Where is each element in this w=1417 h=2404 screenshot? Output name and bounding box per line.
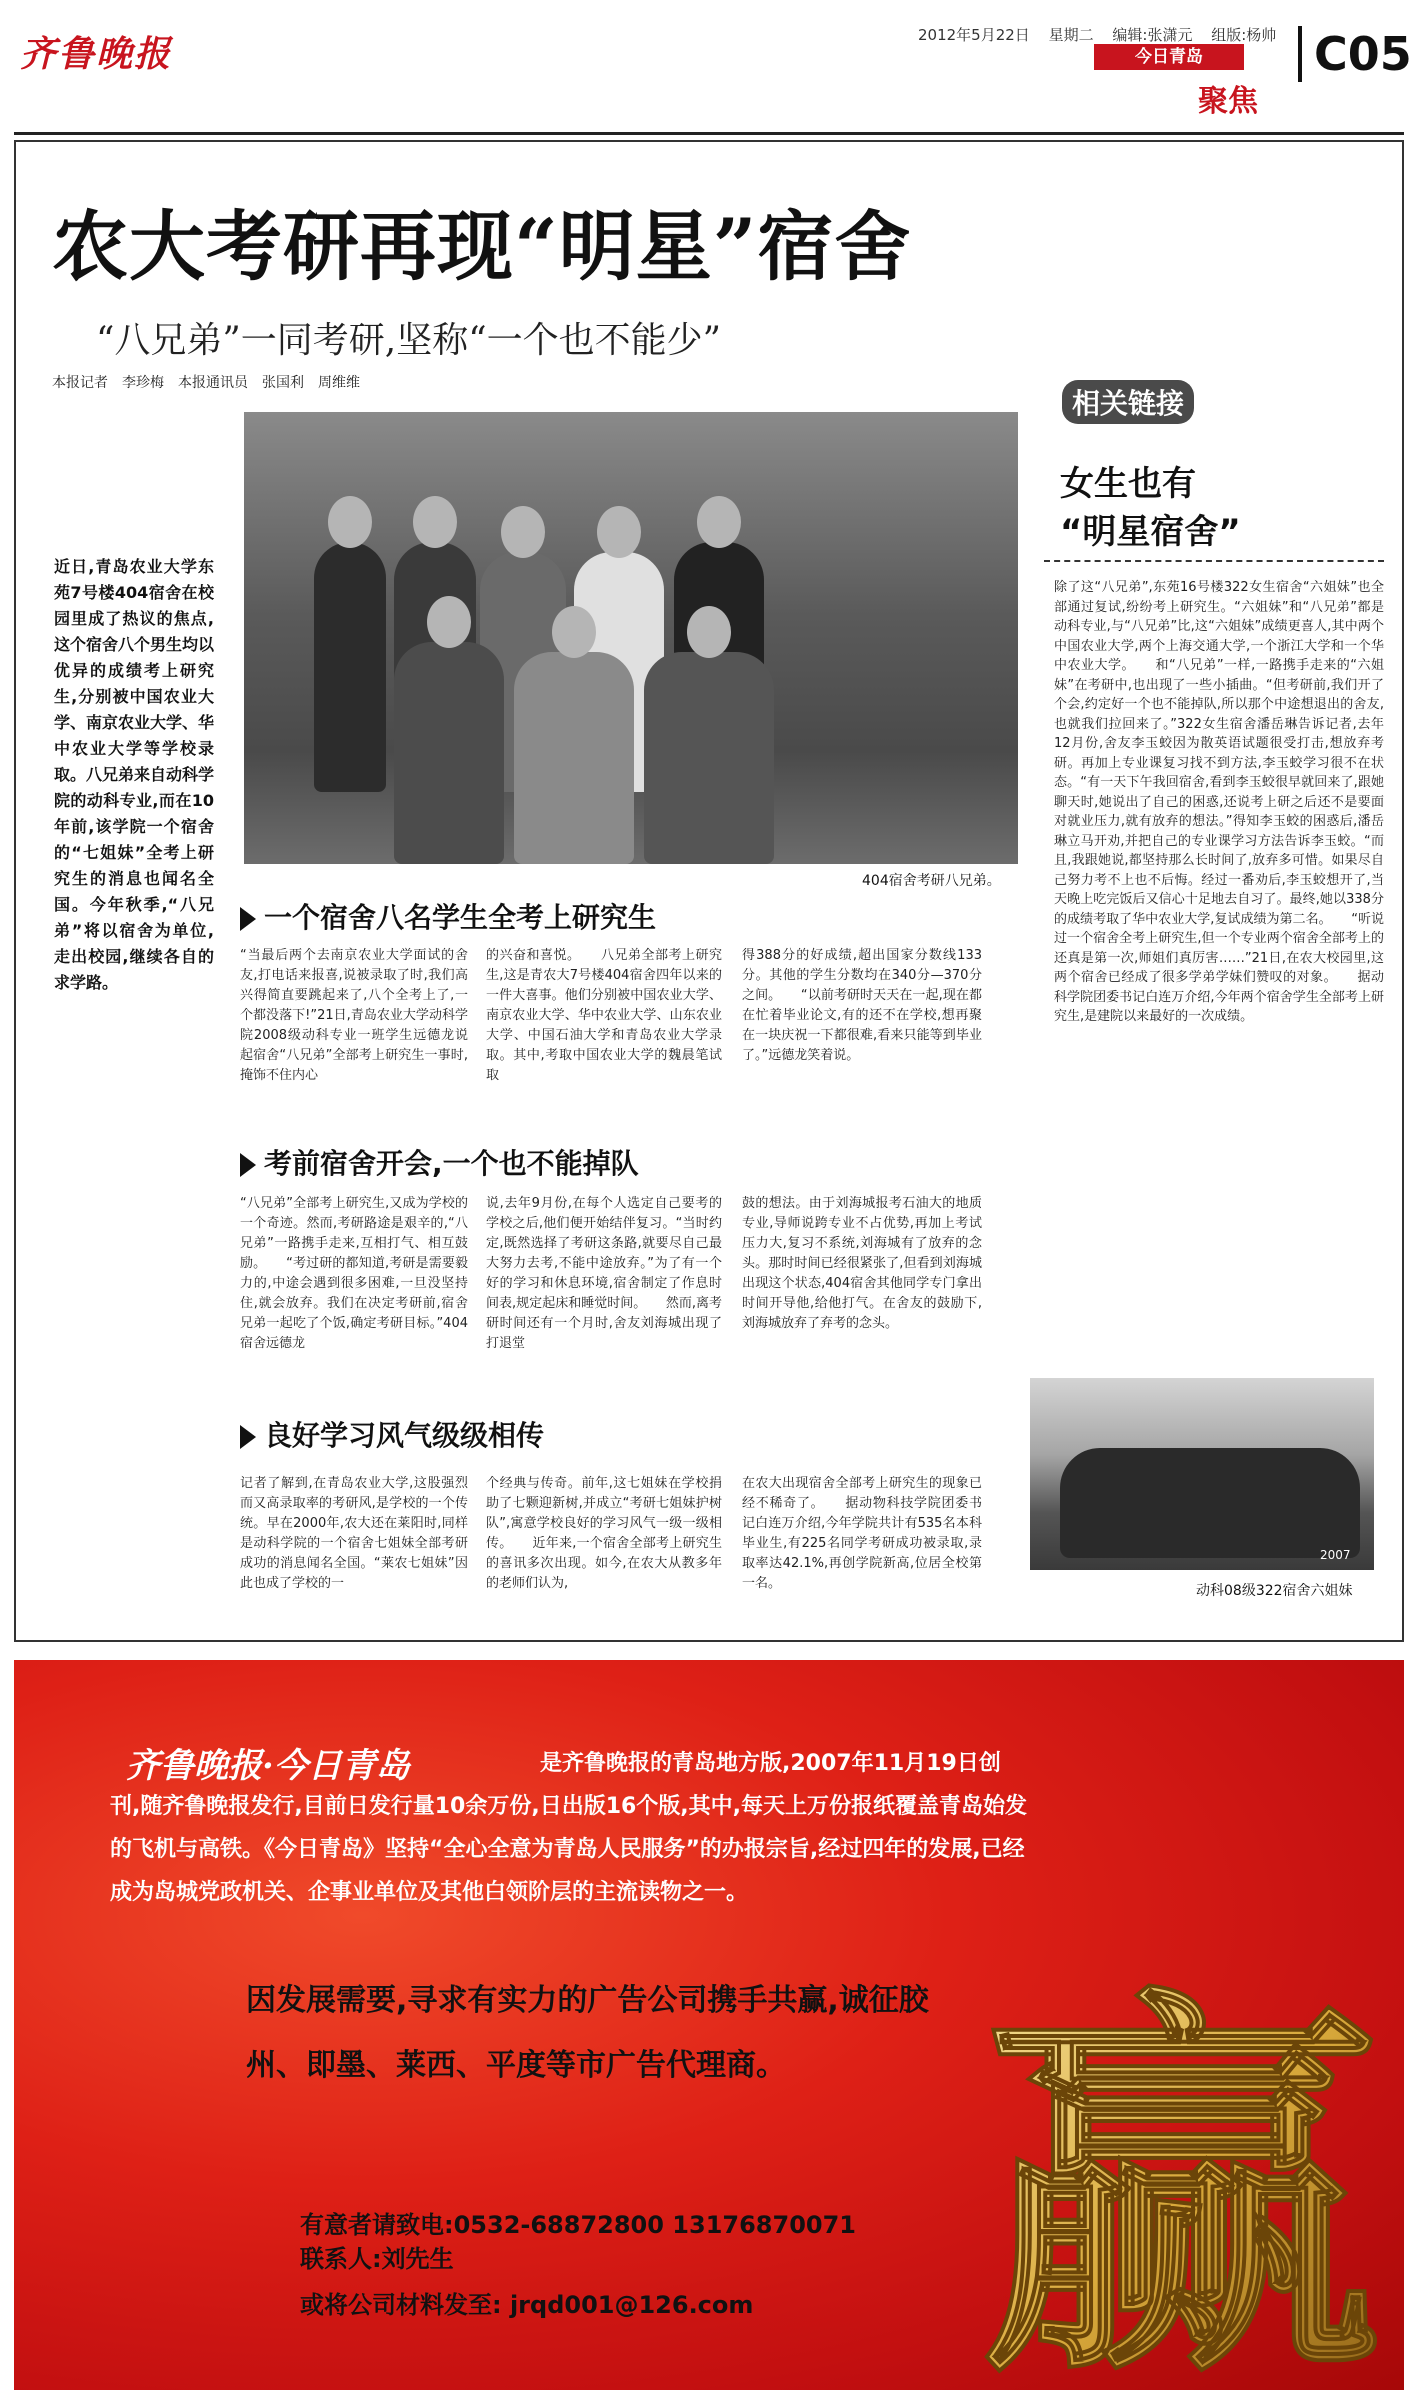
side-photo (1030, 1378, 1374, 1570)
win-character: 赢 (980, 1960, 1380, 2380)
main-photo-caption: 404宿舍考研八兄弟。 (862, 873, 1001, 889)
article-headline: 农大考研再现“明星”宿舍 (52, 202, 912, 291)
main-photo (244, 412, 1018, 864)
section-heading-2: 考前宿舍开会,一个也不能掉队 (240, 1142, 639, 1182)
issue-weekday: 星期二 (1048, 26, 1094, 44)
section-heading-1: 一个宿舍八名学生全考上研究生 (240, 896, 656, 936)
ad-contact-person: 联系人:刘先生 (300, 2245, 454, 2273)
article-lead: 近日,青岛农业大学东苑7号楼404宿舍在校园里成了热议的焦点,这个宿舍八个男生均以优异的成绩考上研究生,分别被中国农业大学、南京农业大学、华中农业大学等学校录取。八兄弟来自动科学院的动科专业,而在10年前,该学院一个宿舍的“七姐妹”全考上研究生的消息也闻名全国。今年秋季,“八兄弟”将以宿舍为单位,走出校园,继续各自的求学路。 (54, 557, 215, 992)
page-number: C05 (1298, 26, 1412, 82)
focus-label: 聚焦 (1198, 84, 1258, 119)
related-title (1060, 460, 1241, 556)
ad-email: 或将公司材料发至: jrqd001@126.com (300, 2291, 754, 2319)
section-3-column-1: 记者了解到,在青岛农业大学,这股强烈而又高录取率的考研风,是学校的一个传统。早在2000年,农大还在莱阳时,同样是动科学院的一个宿舍七姐妹全部考研成功的消息闻名全国。“莱农七姐妹”因此也成了学校的一 (240, 1476, 468, 1591)
issue-date: 2012年5月22日 (918, 26, 1030, 44)
ad-intro: 是齐鲁晚报的青岛地方版,2007年11月19日创刊,随齐鲁晚报发行,目前日发行量10余万份,日出版16个版,其中,每天上万份报纸覆盖青岛始发的飞机与高铁。《今日青岛》坚持“全心全意为青岛人民服务”的办报宗旨,经过四年的发展,已经成为岛城党政机关、企事业单位及其他白领阶层的主流读物之一。 (110, 1751, 1028, 1905)
related-title-line-2: “明星宿舍” (1060, 512, 1241, 552)
triangle-icon (240, 1153, 256, 1177)
related-body: 除了这“八兄弟”,东苑16号楼322女生宿舍“六姐妹”也全部通过复试,纷纷考上研究生。“六姐妹”和“八兄弟”都是动科专业,与“八兄弟”比,这“六姐妹”成绩更喜人,其中两个中国农业大学,两个上海交通大学,一个浙江大学和一个华中农业大学。 和“八兄弟”一样,一路携手走来的“六姐妹”在考研中,也出现了一些小插曲。“但考研前,我们开了个会,约定好一个也不能掉队,所以那个中途想退出的舍友,也就我们拉回来了。”322女生宿舍潘岳琳告诉记者,去年12月份,舍友李玉蛟因为散英语试题很受打击,想放弃考研。再加上专业课复习找不到方法,李玉蛟学习很不在状态。“有一天下午我回宿舍,看到李玉蛟很早就回来了,跟她聊天时,她说出了自己的困惑,还说考上研之后还不是要面对就业压力,就有放弃的想法。”得知李玉蛟的困惑后,潘岳琳立马开劝,并把自己的专业课学习方法告诉李玉蛟。“而且,我跟她说,都坚持那么长时间了,放弃多可惜。如果尽自己努力考不上也不后悔。经过一番劝后,李玉蛟想开了,当天晚上吃完饭后又信心十足地去自习了。最终,她以338分的成绩考取了华中农业大学,复试成绩为第二名。 “听说过一个宿舍全考上研究生,但一个专业两个宿舍全部考上的还真是第一次,师姐们真厉害……”21日,在农大校园里,这两个宿舍已经成了很多学弟学妹们赞叹的对象。 据动科学院团委书记白连万介绍,今年两个宿舍学生全部考上研究生,是建院以来最好的一次成绩。 (1054, 580, 1384, 1024)
section-1-column-3: 得388分的好成绩,超出国家分数线133分。其他的学生分数均在340分—370分之间。 “以前考研时天天在一起,现在都在忙着毕业论文,有的还不在学校,想再聚在一块庆祝一下都很难,看来只能等到毕业了。”远德龙笑着说。 (742, 948, 982, 1063)
side-photo-caption: 动科08级322宿舍六姐妹 (1196, 1583, 1353, 1599)
section-2-column-2: 说,去年9月份,在每个人选定自己要考的学校之后,他们便开始结伴复习。“当时约定,既然选择了考研这条路,就要尽自己最大努力去考,不能中途放弃。”为了有一个好的学习和休息环境,宿舍制定了作息时间表,规定起床和睡觉时间。 然而,离考研时间还有一个月时,舍友刘海城出现了打退堂 (486, 1196, 722, 1351)
related-link-badge: 相关链接 (1062, 380, 1194, 424)
section-label: 今日青岛 (1094, 44, 1244, 70)
section-3-column-2: 个经典与传奇。前年,这七姐妹在学校捐助了七颗迎新树,并成立“考研七姐妹护树队”,寓意学校良好的学习风气一级一级相传。 近年来,一个宿舍全部考上研究生的喜讯多次出现。如今,在农大从教多年的老师们认为, (486, 1476, 722, 1591)
related-title-line-1: 女生也有 (1060, 464, 1196, 504)
photo-date-stamp: 2007 (1320, 1548, 1351, 1562)
ad-logo: 齐鲁晚报·今日青岛 (126, 1746, 410, 1786)
ad-win-graphic (960, 1900, 1380, 2380)
masthead-logo: 齐鲁晚报 (20, 33, 173, 75)
ad-phone: 有意者请致电:0532-68872800 13176870071 (300, 2211, 856, 2239)
article-byline: 本报记者 李珍梅 本报通讯员 张国利 周维维 (52, 375, 360, 391)
section-2-column-1: “八兄弟”全部考上研究生,又成为学校的一个奇迹。然而,考研路途是艰辛的,“八兄弟”一路携手走来,互相打气、相互鼓励。 “考过研的都知道,考研是需要毅力的,中途会遇到很多困难,一旦没坚持住,就会放弃。我们在决定考研前,宿舍兄弟一起吃了个饭,确定考研目标。”404宿舍远德龙 (240, 1196, 468, 1351)
section-1-column-1: “当最后两个去南京农业大学面试的舍友,打电话来报喜,说被录取了时,我们高兴得简直要跳起来了,八个全考上了,一个都没落下!”21日,青岛农业大学动科学院2008级动科专业一班学生远德龙说起宿舍“八兄弟”全部考上研究生一事时,掩饰不住内心 (240, 948, 468, 1083)
section-3-column-3: 在农大出现宿舍全部考上研究生的现象已经不稀奇了。 据动物科技学院团委书记白连万介绍,今年学院共计有535名本科毕业生,有225名同学考研成功被录取,录取率达42.1%,再创学院新高,位居全校第一名。 (742, 1476, 982, 1591)
header-rule (14, 132, 1404, 135)
ad-contact (300, 2208, 856, 2322)
triangle-icon (240, 1425, 256, 1449)
section-2-column-3: 鼓的想法。由于刘海城报考石油大的地质专业,导师说跨专业不占优势,再加上考试压力大,复习不系统,刘海城有了放弃的念头。那时时间已经很紧张了,但看到刘海城出现这个状态,404宿舍其他同学专门拿出时间开导他,给他打气。在舍友的鼓励下,刘海城放弃了弃考的念头。 (742, 1196, 982, 1331)
editor-credit: 编辑:张潇元 (1112, 26, 1193, 44)
layout-credit: 组版:杨帅 (1211, 26, 1277, 44)
related-divider (1044, 560, 1384, 562)
section-1-column-2: 的兴奋和喜悦。 八兄弟全部考上研究生,这是青农大7号楼404宿舍四年以来的一件大喜事。他们分别被中国农业大学、南京农业大学、华中农业大学、山东农业大学、中国石油大学和青岛农业大学录取。其中,考取中国农业大学的魏晨笔试取 (486, 948, 722, 1083)
article-subheadline: “八兄弟”一同考研,坚称“一个也不能少” (96, 320, 722, 361)
dateline (918, 24, 1276, 45)
ad-recruit: 因发展需要,寻求有实力的广告公司携手共赢,诚征胶州、即墨、莱西、平度等市广告代理商。 (246, 1983, 929, 2083)
triangle-icon (240, 907, 256, 931)
section-heading-3: 良好学习风气级级相传 (240, 1414, 544, 1454)
